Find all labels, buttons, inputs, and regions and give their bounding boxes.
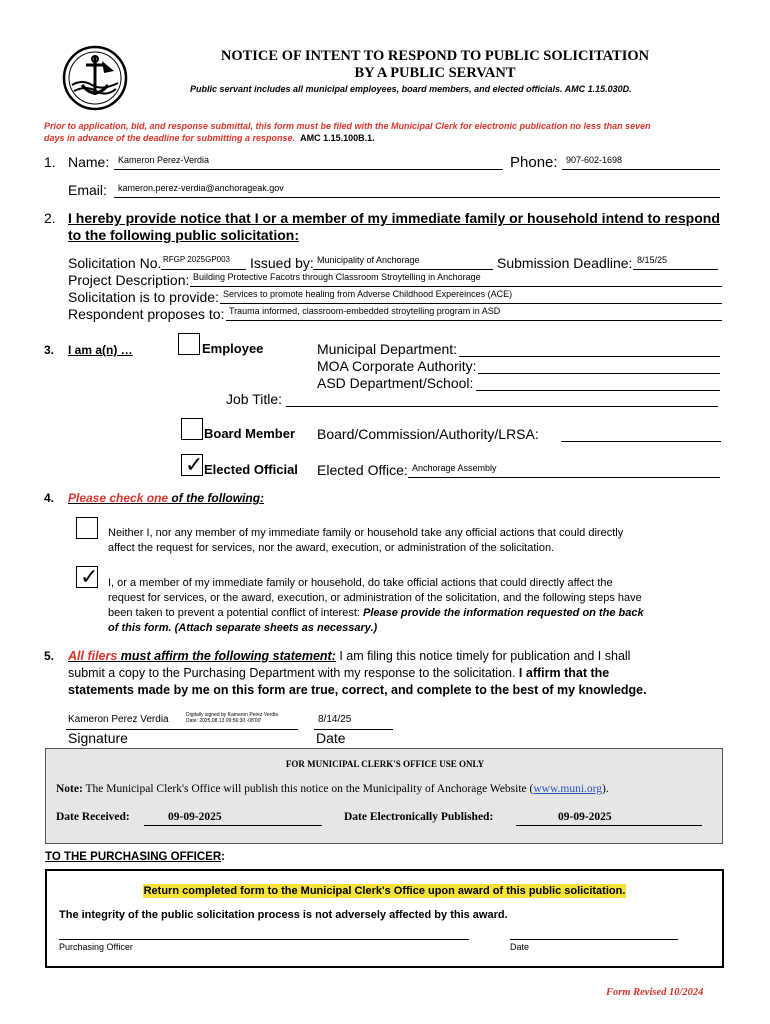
moa-corporate-authority-label: MOA Corporate Authority: — [317, 358, 477, 374]
municipality-seal-icon — [62, 45, 128, 111]
date-published-value: 09-09-2025 — [558, 811, 612, 823]
option-2-line-4-bold: of this form. (Attach separate sheets as necessary.) — [108, 622, 378, 634]
option-1-line-1: Neither I, nor any member of my immediate family or household take any official actions that could directly — [108, 527, 624, 539]
note-label: Note: — [56, 783, 83, 795]
section-4-number: 4. — [44, 491, 55, 505]
name-value: Kameron Perez-Verdia — [118, 155, 210, 165]
check-mark-icon: ✓ — [80, 565, 99, 590]
board-member-label: Board Member — [204, 426, 296, 441]
check-mark-icon: ✓ — [185, 453, 204, 478]
purchasing-box — [45, 869, 724, 968]
option-2-line-3-plain: been taken to prevent a potential conflict of interest: — [108, 607, 363, 619]
signature-label: Signature — [68, 730, 128, 746]
clerk-box-note — [56, 783, 609, 795]
digital-signature-line-2: Date: 2025.08.13 09:56:30 -08'00' — [186, 718, 262, 724]
elected-office-label: Elected Office: — [317, 462, 408, 478]
clerk-use-box — [45, 748, 723, 844]
section-2-heading-line-1: I hereby provide notice that I or a member of my immediate family or household intend to respond — [68, 210, 720, 226]
name-field[interactable] — [114, 154, 503, 170]
board-member-checkbox[interactable] — [181, 418, 203, 440]
all-filers-text: All filers — [68, 649, 118, 663]
purchasing-heading-text: TO THE PURCHASING OFFICER — [45, 851, 222, 863]
option-1-line-2: affect the request for services, nor the award, execution, or administration of the solicitation. — [108, 542, 555, 554]
solicitation-provide-field[interactable] — [220, 289, 722, 304]
section-3-heading: I am a(n) … — [68, 343, 133, 357]
date-received-label: Date Received: — [56, 811, 130, 823]
respondent-proposes-label: Respondent proposes to: — [68, 306, 225, 322]
option-1-checkbox[interactable] — [76, 517, 98, 539]
page-subtitle: Public servant includes all municipal employees, board members, and elected officials. AMC 1.15.030D. — [190, 84, 632, 94]
signature-date-label: Date — [316, 730, 346, 746]
elected-official-label: Elected Official — [204, 462, 298, 477]
issued-by-value: Municipality of Anchorage — [317, 255, 420, 265]
date-received-field[interactable] — [144, 811, 322, 826]
solicitation-no-value: RFGP 2025GP003 — [163, 255, 231, 264]
email-value: kameron.perez-verdia@anchorageak.gov — [118, 183, 284, 193]
signature-field[interactable] — [66, 712, 298, 730]
board-commission-label: Board/Commission/Authority/LRSA: — [317, 426, 539, 442]
purchasing-highlight-wrap — [47, 881, 722, 899]
section-3-number: 3. — [44, 343, 55, 357]
option-2-line-2: request for services, or the award, execution, or administration of the solicitation, and the following steps have — [108, 592, 642, 604]
title-line-2: BY A PUBLIC SERVANT — [354, 65, 516, 81]
integrity-statement: The integrity of the public solicitation process is not adversely affected by this award. — [59, 909, 508, 921]
solicitation-no-label: Solicitation No. — [68, 255, 162, 271]
elected-official-checkbox[interactable] — [181, 454, 203, 476]
issued-by-field[interactable] — [313, 255, 493, 270]
signature-date-field[interactable] — [314, 712, 393, 730]
purchasing-heading — [45, 851, 225, 863]
filing-notice-ref: AMC 1.15.100B.1. — [300, 133, 375, 143]
email-field[interactable] — [114, 182, 720, 198]
elected-office-value: Anchorage Assembly — [412, 463, 497, 473]
section-5-number: 5. — [44, 649, 55, 663]
note-end: ). — [602, 783, 609, 795]
issued-by-label: Issued by: — [250, 255, 314, 271]
digital-signature-stamp — [186, 712, 278, 724]
deadline-value: 8/15/25 — [637, 255, 668, 265]
option-2-text — [108, 576, 644, 636]
phone-value: 907-602-1698 — [566, 155, 623, 165]
muni-website-link[interactable]: www.muni.org — [533, 783, 603, 795]
solicitation-provide-label: Solicitation is to provide: — [68, 289, 219, 305]
section-5-line-3 — [68, 682, 647, 699]
filing-notice-text: days in advance of the deadline for submitting a response. — [44, 133, 296, 143]
note-text: The Municipal Clerk's Office will publish this notice on the Municipality of Anchorage Website ( — [82, 783, 534, 795]
section-5-line-2-plain: submit a copy to the Purchasing Department with my response to the solicitation. — [68, 666, 519, 680]
section-5-line-1 — [68, 648, 647, 665]
asd-department-label: ASD Department/School: — [317, 375, 474, 391]
section-5-line-2 — [68, 665, 647, 682]
municipal-department-label: Municipal Department: — [317, 341, 458, 357]
form-revised-label: Form Revised 10/2024 — [606, 987, 704, 998]
option-2-line-3 — [108, 606, 644, 621]
project-description-field[interactable] — [190, 272, 722, 287]
solicitation-no-field[interactable] — [161, 255, 246, 270]
filing-notice-line-2 — [44, 132, 744, 144]
title-line-1: NOTICE OF INTENT TO RESPOND TO PUBLIC SOLICITATION — [220, 48, 650, 64]
board-commission-field[interactable] — [561, 426, 721, 442]
clerk-box-heading: FOR MUNICIPAL CLERK'S OFFICE USE ONLY — [285, 759, 485, 769]
section-5-line-3-bold: statements made by me on this form are true, correct, and complete to the best of my knowledge. — [68, 683, 647, 697]
filing-notice — [44, 120, 744, 144]
purchasing-officer-label: Purchasing Officer — [59, 942, 133, 952]
phone-label: Phone: — [510, 154, 558, 171]
purchasing-officer-field[interactable] — [59, 927, 469, 940]
date-published-label: Date Electronically Published: — [344, 811, 494, 823]
name-label: Name: — [68, 154, 110, 170]
project-description-label: Project Description: — [68, 272, 190, 288]
page-title — [140, 48, 730, 82]
digital-signature-line-1: Digitally signed by Kameron Perez Verdia — [186, 712, 278, 718]
purchasing-return-notice: Return completed form to the Municipal Clerk's Office upon award of this public solicitation. — [143, 885, 626, 897]
municipal-department-field[interactable] — [459, 341, 720, 357]
section-5-text — [68, 648, 647, 699]
project-description-value: Building Protective Facotrs through Classroom Stroytelling in Anchorage — [193, 272, 481, 282]
respondent-proposes-value: Trauma informed, classroom-embedded stroytelling program in ASD — [229, 306, 501, 316]
option-2-checkbox[interactable] — [76, 566, 98, 588]
option-2-line-3-bold: Please provide the information requested on the back — [363, 607, 644, 619]
option-2-line-1: I, or a member of my immediate family or household, do take official actions that could directly affect the — [108, 577, 613, 589]
section-2-heading — [68, 210, 720, 244]
section-2-heading-line-2: to the following public solicitation: — [68, 227, 299, 243]
phone-field[interactable] — [562, 154, 720, 170]
section-2-number: 2. — [44, 210, 56, 226]
employee-checkbox[interactable] — [178, 333, 200, 355]
elected-office-field[interactable] — [408, 462, 720, 478]
section-4-heading-post: of the following: — [168, 491, 265, 505]
deadline-field[interactable] — [633, 255, 718, 270]
job-title-field[interactable] — [286, 391, 718, 407]
purchasing-heading-colon: : — [221, 851, 225, 863]
employee-label: Employee — [202, 341, 264, 356]
deadline-label: Submission Deadline: — [497, 255, 633, 271]
moa-corporate-authority-field[interactable] — [478, 358, 720, 374]
signature-date-value: 8/14/25 — [318, 714, 352, 725]
solicitation-provide-value: Services to promote healing from Adverse Childhood Expereinces (ACE) — [223, 289, 513, 299]
date-published-field[interactable] — [516, 811, 702, 826]
section-5-line-2-bold: I affirm that the — [518, 666, 610, 680]
respondent-proposes-field[interactable] — [226, 306, 722, 321]
section-1-number: 1. — [44, 154, 56, 170]
purchasing-date-field[interactable] — [510, 927, 678, 940]
asd-department-field[interactable] — [476, 375, 720, 391]
date-received-value: 09-09-2025 — [168, 811, 222, 823]
section-4-heading-pre: Please — [68, 491, 110, 505]
section-4-heading-check-one: check one — [109, 491, 169, 505]
filing-notice-line-1: Prior to application, bid, and response submittal, this form must be filed with the Municipal Clerk for electronic publication no less than seven — [44, 121, 651, 131]
section-5-line-1-rest: I am filing this notice timely for publication and I shall — [335, 649, 631, 663]
signature-name: Kameron Perez Verdia — [68, 714, 169, 725]
option-2-line-4 — [108, 621, 644, 636]
purchasing-date-label: Date — [510, 942, 530, 952]
section-4-heading — [68, 491, 264, 505]
must-affirm-text: must affirm the following statement: — [117, 649, 336, 663]
job-title-label: Job Title: — [226, 391, 283, 407]
email-label: Email: — [68, 182, 107, 198]
option-1-text — [108, 526, 623, 556]
